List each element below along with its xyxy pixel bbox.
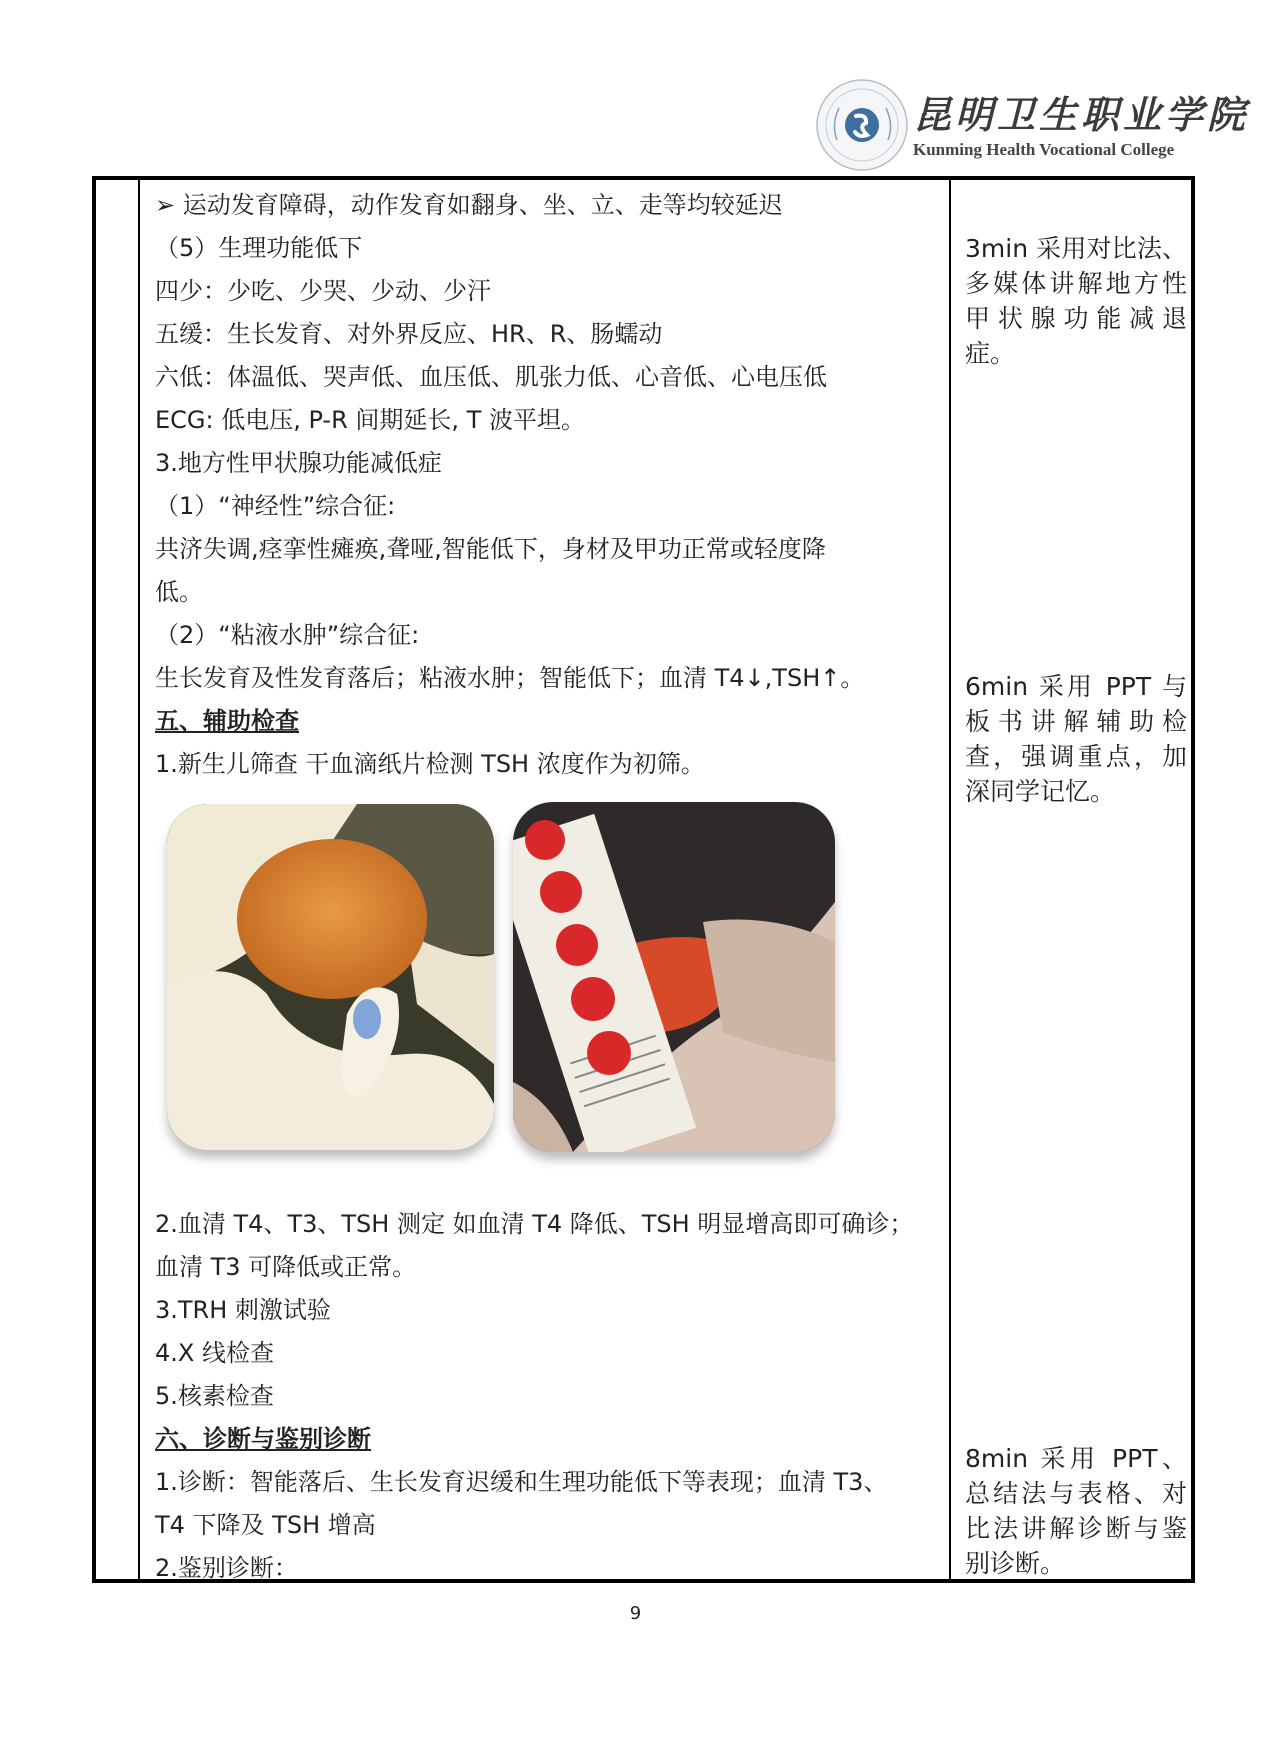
content-line: T4 下降及 TSH 增高 [155,1511,376,1539]
content-line: 六低：体温低、哭声低、血压低、肌张力低、心音低、心电压低 [155,363,827,391]
lesson-content [155,184,955,1590]
photo-row [155,798,955,1198]
college-name-en: Kunming Health Vocational College [913,140,1175,159]
content-line: 四少：少吃、少哭、少动、少汗 [155,277,491,305]
teaching-note: 6min 采用 PPT 与板书讲解辅助检查，强调重点，加深同学记忆。 [965,672,1187,806]
content-line: 3.TRH 刺激试验 [155,1296,331,1324]
content-line: （2）“粘液水肿”综合征: [155,621,420,649]
content-line: 共济失调,痉挛性瘫痪,聋哑,智能低下，身材及甲功正常或轻度降 [155,535,826,563]
blood-spot-card-photo [513,802,835,1152]
content-line: ECG: 低电压, P-R 间期延长, T 波平坦。 [155,406,585,434]
column-divider-left [138,180,140,1579]
content-line: ➢ 运动发育障碍，动作发育如翻身、坐、立、走等均较延迟 [155,191,783,219]
teaching-note: 3min 采用对比法、多媒体讲解地方性甲状腺功能减退症。 [965,234,1187,368]
heel-prick-photo [167,804,494,1150]
content-line: 3.地方性甲状腺功能减低症 [155,449,442,477]
section-heading: 五、辅助检查 [155,707,299,735]
content-line: 5.核素检查 [155,1382,274,1410]
content-line: 4.X 线检查 [155,1339,274,1367]
teaching-note: 8min 采用 PPT、总结法与表格、对比法讲解诊断与鉴别诊断。 [965,1444,1187,1578]
content-line: 2.血清 T4、T3、TSH 测定 如血清 T4 降低、TSH 明显增高即可确诊； [155,1210,914,1238]
lesson-table [92,176,1195,1583]
content-line: 血清 T3 可降低或正常。 [155,1253,417,1281]
content-line: 1.新生儿筛查 干血滴纸片检测 TSH 浓度作为初筛。 [155,750,705,778]
college-name-cn: 昆明卫生职业学院 [913,92,1250,137]
content-line: 低。 [155,578,203,606]
content-line: 生长发育及性发育落后；粘液水肿；智能低下；血清 T4↓,TSH↑。 [155,664,865,692]
section-heading: 六、诊断与鉴别诊断 [155,1425,371,1453]
content-line: 五缓：生长发育、对外界反应、HR、R、肠蠕动 [155,320,663,348]
content-line: （5）生理功能低下 [155,234,363,262]
content-line: （1）“神经性”综合征: [155,492,396,520]
content-line: 1.诊断：智能落后、生长发育迟缓和生理功能低下等表现；血清 T3、 [155,1468,888,1496]
page-number: 9 [629,1603,642,1624]
content-line: 2.鉴别诊断： [155,1554,298,1582]
college-logo [815,78,910,173]
